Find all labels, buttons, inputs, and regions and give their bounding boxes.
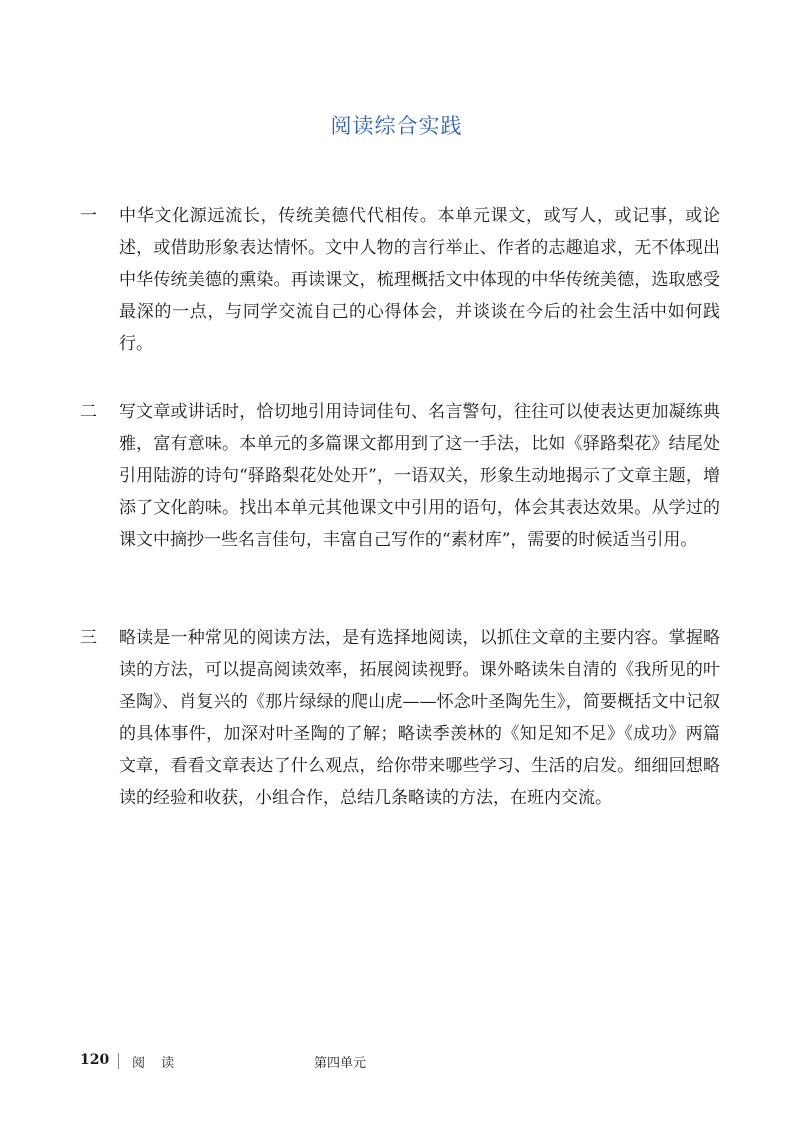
section-text: 写文章或讲话时，恰切地引用诗词佳句、名言警句，往往可以使表达更加凝练典雅，富有意味。本单元的多篇课文都用到了这一手法，比如《驿路梨花》结尾处引用陆游的诗句“驿路梨花处处开”，一语双关，形象生动地揭示了文章主题，增添了文化韵味。找出本单元其他课文中引用的语句，体会其表达效果。从学过的课文中摘抄一些名言佳句，丰富自己写作的“素材库”，需要的时候适当引用。	[119, 402, 720, 550]
footer-unit-label: 第四单元	[314, 1056, 367, 1071]
section-2	[80, 396, 720, 556]
section-3	[80, 622, 720, 814]
section-number: 三	[80, 628, 97, 648]
section-number: 二	[80, 402, 97, 422]
footer-divider	[118, 1053, 119, 1069]
page-number: 120	[80, 1052, 110, 1068]
section-text: 中华文化源远流长，传统美德代代相传。本单元课文，或写人，或记事，或论述，或借助形象表达情怀。文中人物的言行举止、作者的志趣追求，无不体现出中华传统美德的熏染。再读课文，梳理概括文中体现的中华传统美德，选取感受最深的一点，与同学交流自己的心得体会，并谈谈在今后的社会生活中如何践行。	[119, 206, 720, 354]
section-text: 略读是一种常见的阅读方法，是有选择地阅读，以抓住文章的主要内容。掌握略读的方法，可以提高阅读效率，拓展阅读视野。课外略读朱自清的《我所见的叶圣陶》、肖复兴的《那片绿绿的爬山虎——怀念叶圣陶先生》，简要概括文中记叙的具体事件，加深对叶圣陶的了解；略读季羡林的《知足知不足》《成功》两篇文章，看看文章表达了什么观点，给你带来哪些学习、生活的启发。细细回想略读的经验和收获，小组合作，总结几条略读的方法，在班内交流。	[119, 628, 720, 808]
footer-section-label: 阅 读	[132, 1056, 181, 1071]
section-1	[80, 200, 720, 360]
section-number: 一	[80, 206, 97, 226]
page-title: 阅读综合实践	[330, 114, 463, 138]
